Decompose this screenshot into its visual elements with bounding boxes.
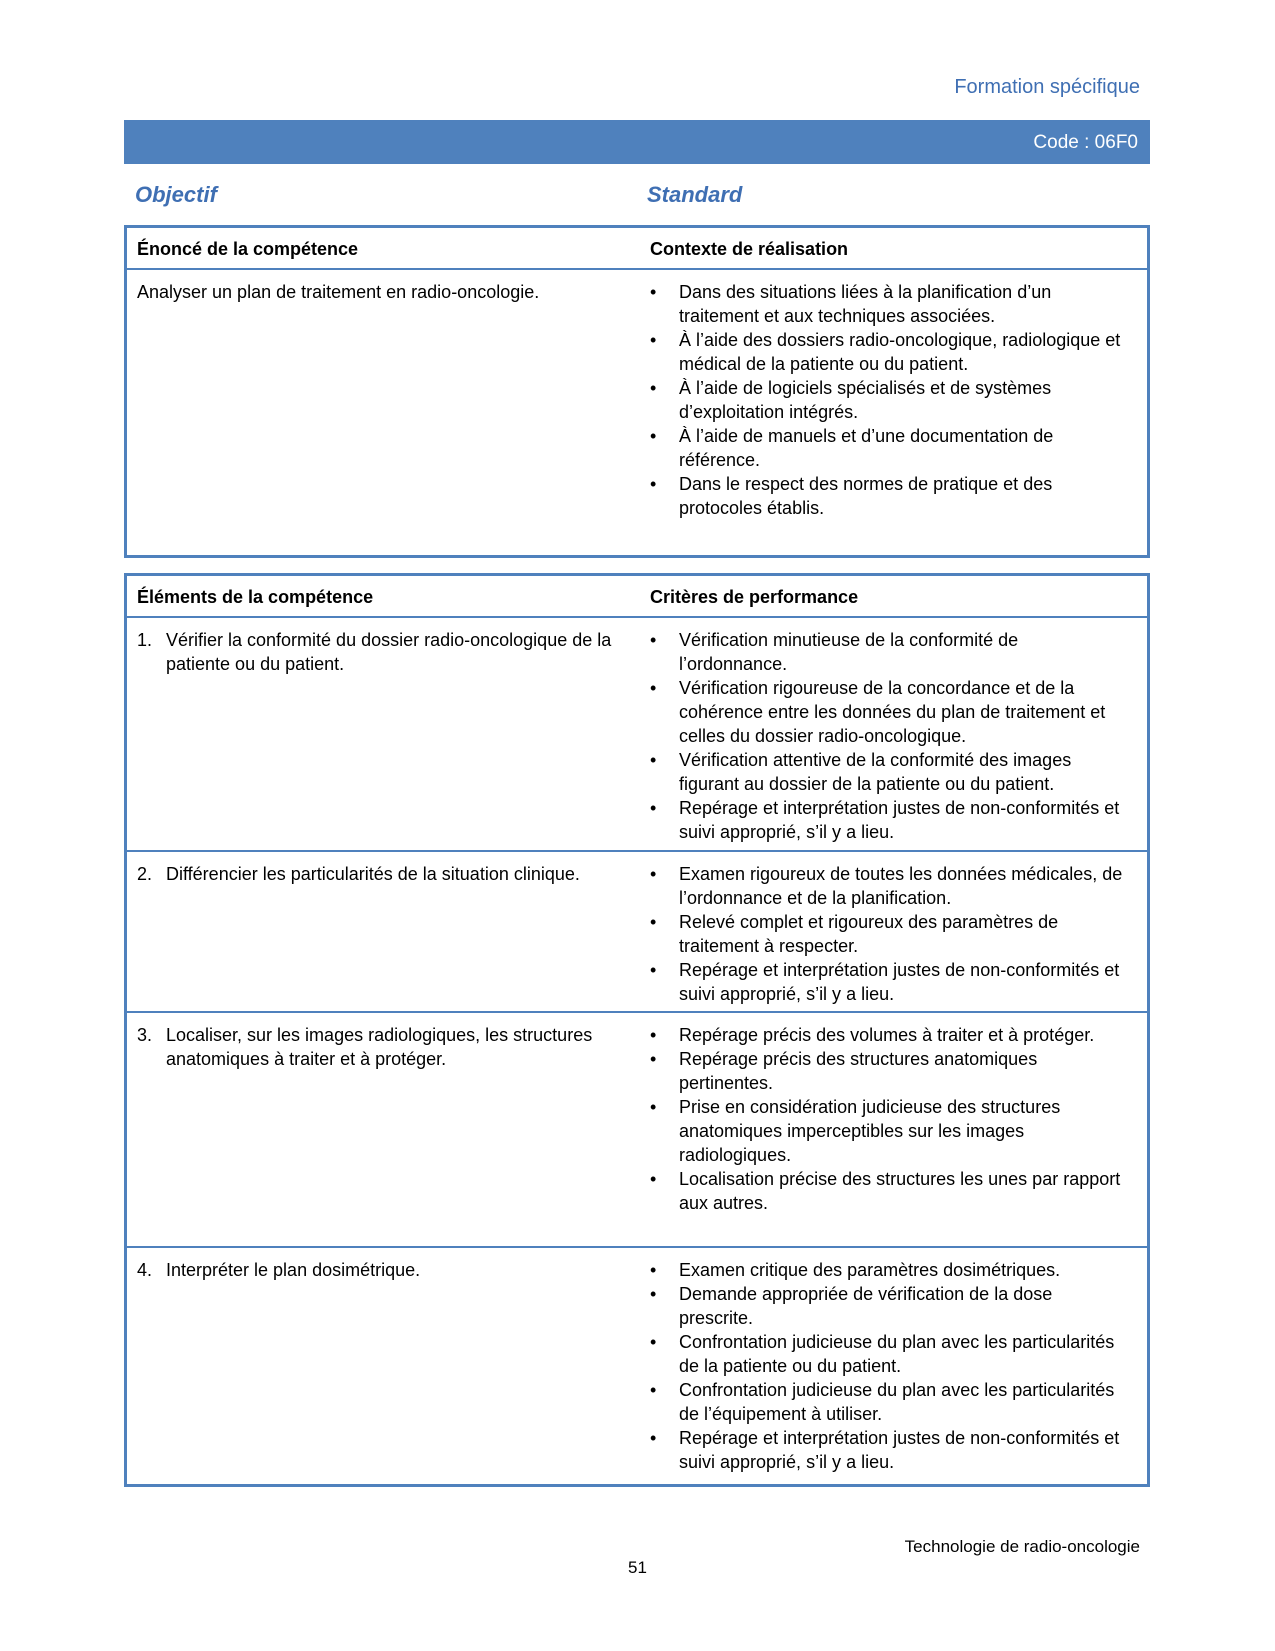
- element-text: Vérifier la conformité du dossier radio-oncologique de la patiente ou du patient.: [166, 630, 612, 674]
- statement-row: [127, 270, 1147, 555]
- criteria-item: • Vérification minutieuse de la conformité de l’ordonnance.: [650, 630, 1019, 674]
- bullet-icon: •: [650, 798, 657, 818]
- statement-table: [124, 225, 1150, 558]
- bullet-icon: •: [650, 864, 657, 884]
- competency-code: Code : 06F0: [1033, 132, 1138, 153]
- elements-col-header: Éléments de la compétence: [137, 587, 374, 607]
- elements-table-header: [127, 576, 1147, 618]
- element-number: 1.: [137, 630, 153, 650]
- criteria-item: • Localisation précise des structures les unes par rapport aux autres.: [650, 1169, 1121, 1213]
- competency-statement: Analyser un plan de traitement en radio-oncologie.: [137, 282, 540, 302]
- bullet-icon: •: [650, 1284, 657, 1304]
- table-row: [127, 1248, 1147, 1484]
- bullet-icon: •: [650, 426, 657, 446]
- bullet-icon: •: [650, 378, 657, 398]
- context-list: [650, 280, 1125, 520]
- standard-title: Standard: [647, 182, 743, 207]
- criteria-item: • Vérification attentive de la conformité des images figurant au dossier de la patiente ou du patient.: [650, 750, 1072, 794]
- criteria-col-header: Critères de performance: [650, 587, 859, 607]
- bullet-icon: •: [650, 1025, 657, 1045]
- criteria-item: • Examen rigoureux de toutes les données médicales, de l’ordonnance et de la planification.: [650, 864, 1123, 908]
- criteria-item: • Vérification rigoureuse de la concordance et de la cohérence entre les données du plan de traitement et celles du dossier radio-oncologique.: [650, 678, 1106, 746]
- element-text: Interpréter le plan dosimétrique.: [166, 1260, 421, 1280]
- criteria-list: [650, 628, 1125, 844]
- element-cell: [137, 1023, 617, 1071]
- element-number: 3.: [137, 1025, 153, 1045]
- bullet-icon: •: [650, 912, 657, 932]
- bullet-icon: •: [650, 750, 657, 770]
- bullet-icon: •: [650, 330, 657, 350]
- element-number: 4.: [137, 1260, 153, 1280]
- criteria-item: • Repérage et interprétation justes de non-conformités et suivi approprié, s’il y a lieu.: [650, 1428, 1120, 1472]
- criteria-item: • Repérage et interprétation justes de non-conformités et suivi approprié, s’il y a lieu.: [650, 960, 1120, 1004]
- bullet-icon: •: [650, 282, 657, 302]
- element-number: 2.: [137, 864, 153, 884]
- context-item: • À l’aide de logiciels spécialisés et de systèmes d’exploitation intégrés.: [650, 378, 1052, 422]
- bullet-icon: •: [650, 1260, 657, 1280]
- bullet-icon: •: [650, 630, 657, 650]
- criteria-list: [650, 1258, 1125, 1474]
- bullet-icon: •: [650, 1428, 657, 1448]
- context-item: • À l’aide de manuels et d’une documentation de référence.: [650, 426, 1054, 470]
- table-row: [127, 852, 1147, 1013]
- bullet-icon: •: [650, 1380, 657, 1400]
- statement-col-header: Énoncé de la compétence: [137, 239, 359, 259]
- bullet-icon: •: [650, 1169, 657, 1189]
- context-item: • Dans le respect des normes de pratique et des protocoles établis.: [650, 474, 1053, 518]
- criteria-item: • Relevé complet et rigoureux des paramètres de traitement à respecter.: [650, 912, 1059, 956]
- criteria-list: [650, 862, 1125, 1006]
- bullet-icon: •: [650, 1049, 657, 1069]
- table-row: [127, 618, 1147, 852]
- criteria-item: • Repérage précis des volumes à traiter et à protéger.: [650, 1025, 1095, 1045]
- element-text: Différencier les particularités de la situation clinique.: [166, 864, 580, 884]
- bullet-icon: •: [650, 960, 657, 980]
- objective-title: Objectif: [135, 182, 217, 207]
- context-col-header: Contexte de réalisation: [650, 239, 849, 259]
- context-item: • Dans des situations liées à la planification d’un traitement et aux techniques associées.: [650, 282, 1052, 326]
- criteria-list: [650, 1023, 1125, 1215]
- bullet-icon: •: [650, 1097, 657, 1117]
- criteria-item: • Repérage précis des structures anatomiques pertinentes.: [650, 1049, 1038, 1093]
- element-cell: [137, 862, 617, 886]
- criteria-item: • Examen critique des paramètres dosimétriques.: [650, 1260, 1061, 1280]
- table-row: [127, 1013, 1147, 1248]
- program-name: Technologie de radio-oncologie: [904, 1537, 1140, 1556]
- page-number: 51: [628, 1558, 647, 1577]
- criteria-item: • Prise en considération judicieuse des structures anatomiques imperceptibles sur les images radiologiques.: [650, 1097, 1061, 1165]
- context-item: • À l’aide des dossiers radio-oncologique, radiologique et médical de la patiente ou du patient.: [650, 330, 1121, 374]
- elements-table: [124, 573, 1150, 1487]
- element-cell: [137, 628, 617, 676]
- section-titles: [0, 182, 1275, 212]
- element-text: Localiser, sur les images radiologiques, les structures anatomiques à traiter et à protéger.: [166, 1025, 593, 1069]
- bullet-icon: •: [650, 678, 657, 698]
- statement-table-header: [127, 228, 1147, 270]
- code-bar: [124, 120, 1150, 164]
- criteria-item: • Confrontation judicieuse du plan avec les particularités de la patiente ou du patient.: [650, 1332, 1115, 1376]
- criteria-item: • Repérage et interprétation justes de non-conformités et suivi approprié, s’il y a lieu.: [650, 798, 1120, 842]
- criteria-item: • Confrontation judicieuse du plan avec les particularités de l’équipement à utiliser.: [650, 1380, 1115, 1424]
- bullet-icon: •: [650, 1332, 657, 1352]
- bullet-icon: •: [650, 474, 657, 494]
- element-cell: [137, 1258, 617, 1282]
- section-label: Formation spécifique: [954, 76, 1140, 98]
- criteria-item: • Demande appropriée de vérification de la dose prescrite.: [650, 1284, 1053, 1328]
